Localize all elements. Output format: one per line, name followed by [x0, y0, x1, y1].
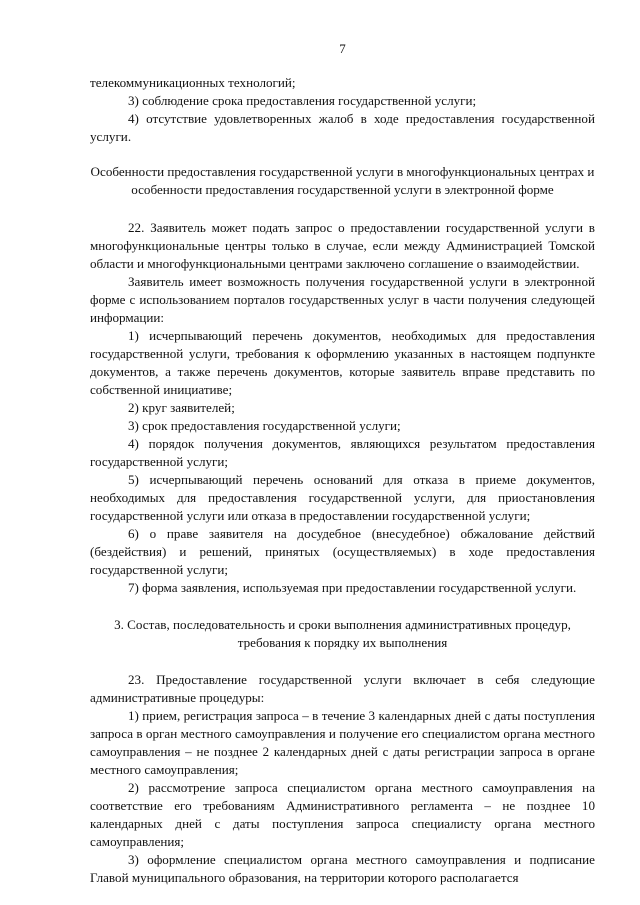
paragraph-22-electronic: Заявитель имеет возможность получения государственной услуги в электронной форме с использованием порталов государственных услуг в части получения следующей информации:	[90, 274, 595, 325]
section-heading-mfc-text: Особенности предоставления государственной услуги в многофункциональных центрах и особенности предоставления государственной услуги в электронной форме	[90, 164, 595, 197]
section-heading-procedures-text: 3. Состав, последовательность и сроки выполнения административных процедур, требования к порядку их выполнения	[114, 617, 571, 650]
list-item: 5) исчерпывающий перечень оснований для отказа в приеме документов, необходимых для предоставления государственной услуги, для приостановления государственной услуги или отказа в предоставлении государственной услуги;	[90, 472, 595, 523]
page-number: 7	[339, 41, 346, 56]
intro-item-4: 4) отсутствие удовлетворенных жалоб в ходе предоставления государственной услуги.	[90, 111, 595, 144]
list-item: 1) прием, регистрация запроса – в течение 3 календарных дней с даты поступления запроса в орган местного самоуправления и получение его специалистом органа местного самоуправления – не позднее 2 календарных дней с даты регистрации запроса в органе местного самоуправления;	[90, 708, 595, 777]
paragraph-22-list	[90, 327, 595, 597]
intro-item-3: 3) соблюдение срока предоставления государственной услуги;	[128, 93, 477, 108]
paragraph-23-list	[90, 707, 595, 887]
list-item: 3) срок предоставления государственной услуги;	[128, 418, 401, 433]
list-item: 6) о праве заявителя на досудебное (внесудебное) обжалование действий (бездействия) и решений, принятых (осуществляемых) в ходе предоставления государственной услуги;	[90, 526, 595, 577]
paragraph-23: 23. Предоставление государственной услуги включает в себя следующие административные процедуры:	[90, 672, 595, 705]
document-page	[90, 40, 595, 887]
list-item: 3) оформление специалистом органа местного самоуправления и подписание Главой муниципального образования, на территории которого располагается	[90, 852, 595, 885]
list-item: 1) исчерпывающий перечень документов, необходимых для предоставления государственной услуги, требования к оформлению указанных в настоящем подпункте документов, а также перечень документов, которые заявитель вправе представить по собственной инициативе;	[90, 328, 595, 397]
list-item: 2) рассмотрение запроса специалистом органа местного самоуправления на соответствие его требованиям Административного регламента – не позднее 10 календарных дней с даты поступления запроса специалисту органа местного самоуправления;	[90, 780, 595, 849]
list-item: 4) порядок получения документов, являющихся результатом предоставления государственной услуги;	[90, 436, 595, 469]
section-heading-procedures	[90, 616, 595, 652]
list-item: 2) круг заявителей;	[128, 400, 235, 415]
paragraph-22: 22. Заявитель может подать запрос о предоставлении государственной услуги в многофункциональные центры только в случае, если между Администрацией Томской области и многофункциональными центрами заключено соглашение о взаимодействии.	[90, 220, 595, 271]
intro-continuation: телекоммуникационных технологий;	[90, 75, 296, 90]
section-heading-mfc	[90, 163, 595, 199]
list-item: 7) форма заявления, используемая при предоставлении государственной услуги.	[128, 580, 577, 595]
